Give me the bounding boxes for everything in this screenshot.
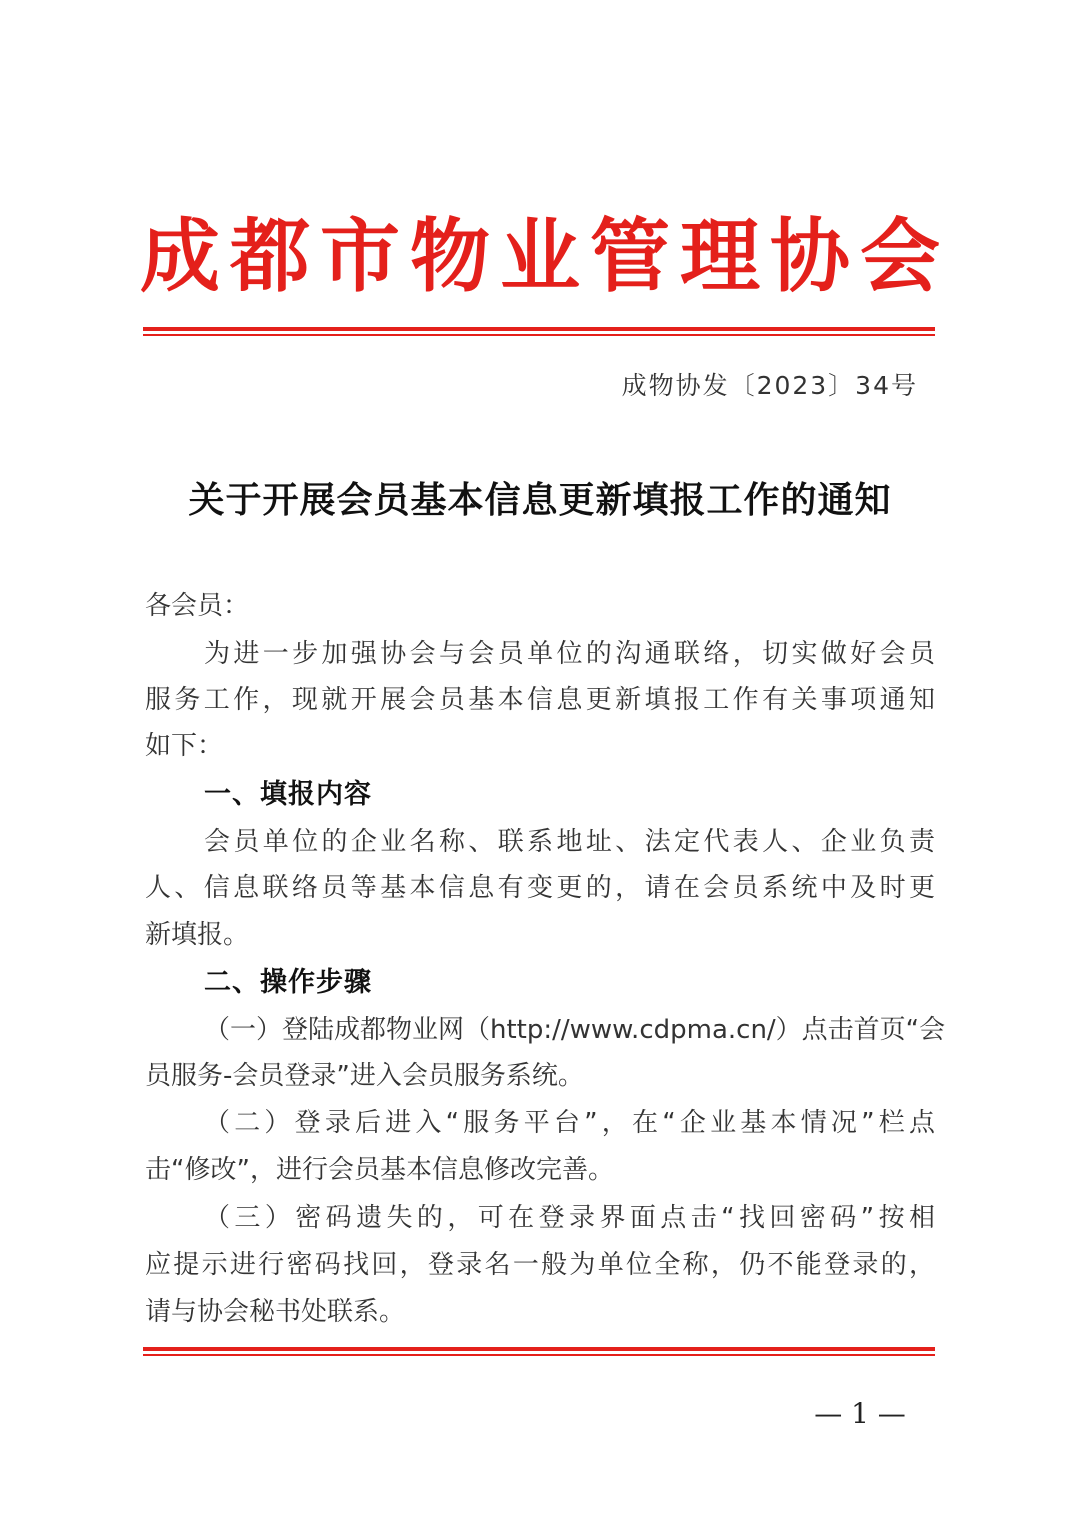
notice-title: 关于开展会员基本信息更新填报工作的通知 — [188, 479, 892, 521]
salutation: 各会员： — [145, 591, 250, 621]
section-heading-content: 一、填报内容 — [204, 779, 372, 810]
intro-line-1: 为进一步加强协会与会员单位的沟通联络，切实做好会员 — [204, 639, 935, 669]
page-number: — 1 — — [814, 1397, 906, 1430]
organization-header: 成都市物业管理协会 — [140, 209, 940, 303]
red-divider-bottom — [143, 1347, 935, 1356]
step1-line-2: 员服务-会员登录”进入会员服务系统。 — [145, 1061, 584, 1091]
section1-line-2: 人、信息联络员等基本信息有变更的，请在会员系统中及时更 — [145, 873, 935, 903]
section1-line-1: 会员单位的企业名称、联系地址、法定代表人、企业负责 — [204, 827, 935, 857]
red-divider-top — [143, 327, 935, 336]
step2-line-1: （二）登录后进入“服务平台”，在“企业基本情况”栏点 — [204, 1108, 935, 1138]
section1-line-3: 新填报。 — [145, 920, 250, 950]
document-number: 成物协发〔2023〕34号 — [621, 371, 918, 400]
intro-line-2: 服务工作，现就开展会员基本信息更新填报工作有关事项通知 — [145, 685, 935, 715]
step3-line-2: 应提示进行密码找回，登录名一般为单位全称，仍不能登录的， — [145, 1250, 935, 1280]
step2-line-2: 击“修改”，进行会员基本信息修改完善。 — [145, 1155, 614, 1185]
step3-line-1: （三）密码遗失的，可在登录界面点击“找回密码”按相 — [204, 1203, 935, 1233]
step3-line-3: 请与协会秘书处联系。 — [145, 1297, 406, 1327]
section-heading-steps: 二、操作步骤 — [204, 967, 372, 998]
intro-line-3: 如下： — [145, 731, 224, 761]
step1-line-1: （一）登陆成都物业网（http://www.cdpma.cn/）点击首页“会 — [204, 1015, 946, 1045]
